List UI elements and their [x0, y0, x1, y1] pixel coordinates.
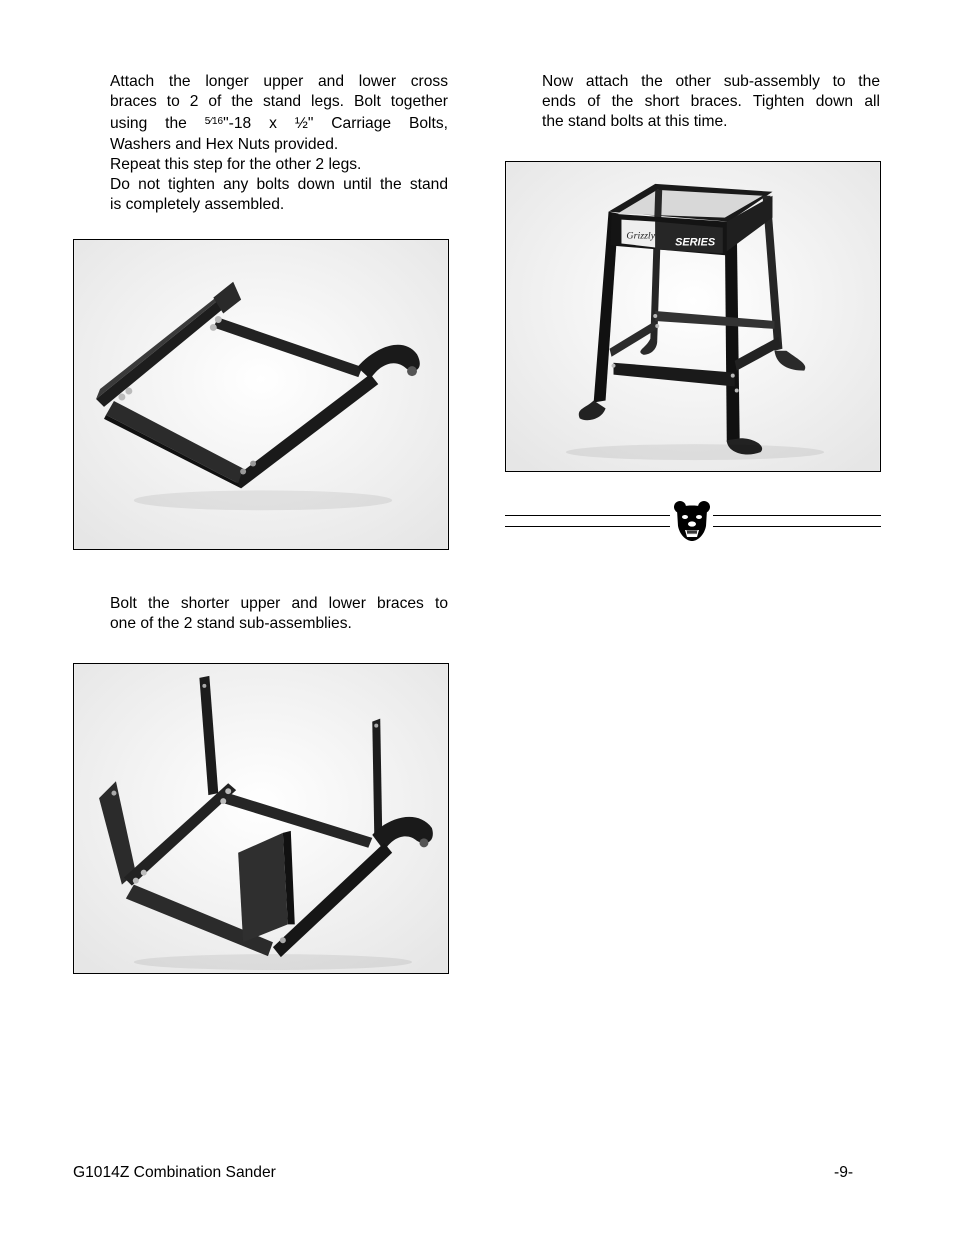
- step3-line-1: Now attach the other sub-assembly to the: [542, 73, 880, 90]
- divider-left-bottom: [505, 526, 670, 527]
- step1-line-5: Repeat this step for the other 2 legs.: [110, 155, 362, 173]
- grizzly-bear-logo-icon: [673, 500, 711, 542]
- step1-line-7: is completely assembled.: [110, 196, 285, 214]
- figure-braces-attached: [73, 663, 449, 974]
- divider-left-top: [505, 515, 670, 516]
- step1-line-6: Do not tighten any bolts down until the stand: [110, 176, 448, 194]
- footer-title: G1014Z Combination Sander: [73, 1164, 276, 1181]
- step1-text: [110, 72, 448, 215]
- stand-badge-brand: Grizzly: [626, 230, 656, 242]
- footer-page-number: -9-: [834, 1164, 854, 1181]
- figure-leg-subassembly: [73, 239, 449, 550]
- step3-line-3: the stand bolts at this time.: [542, 113, 728, 131]
- completed-stand-photo: [506, 162, 880, 471]
- step1-line-1: Attach the longer upper and lower cross: [110, 73, 448, 90]
- step2-line-2: one of the 2 stand sub-assemblies.: [110, 615, 352, 633]
- step1-line-4: Washers and Hex Nuts provided.: [110, 135, 339, 153]
- stand-badge-series: SERIES: [675, 236, 716, 249]
- step2-text: [110, 594, 448, 634]
- step2-line-1: Bolt the shorter upper and lower braces to: [110, 595, 448, 612]
- divider-right-top: [713, 515, 881, 516]
- step3-line-2: ends of the short braces. Tighten down all: [542, 93, 880, 111]
- divider-right-bottom: [713, 526, 881, 527]
- figure-completed-stand: [505, 161, 881, 472]
- step1-line-3: using the $^{5⁄16}$"-18 x ½" Carriage Bolts,: [110, 115, 448, 133]
- braces-attached-photo: [74, 664, 448, 973]
- step3-text: [542, 72, 880, 133]
- step1-line-2: braces to 2 of the stand legs. Bolt together: [110, 93, 448, 111]
- leg-subassembly-photo: [74, 240, 448, 549]
